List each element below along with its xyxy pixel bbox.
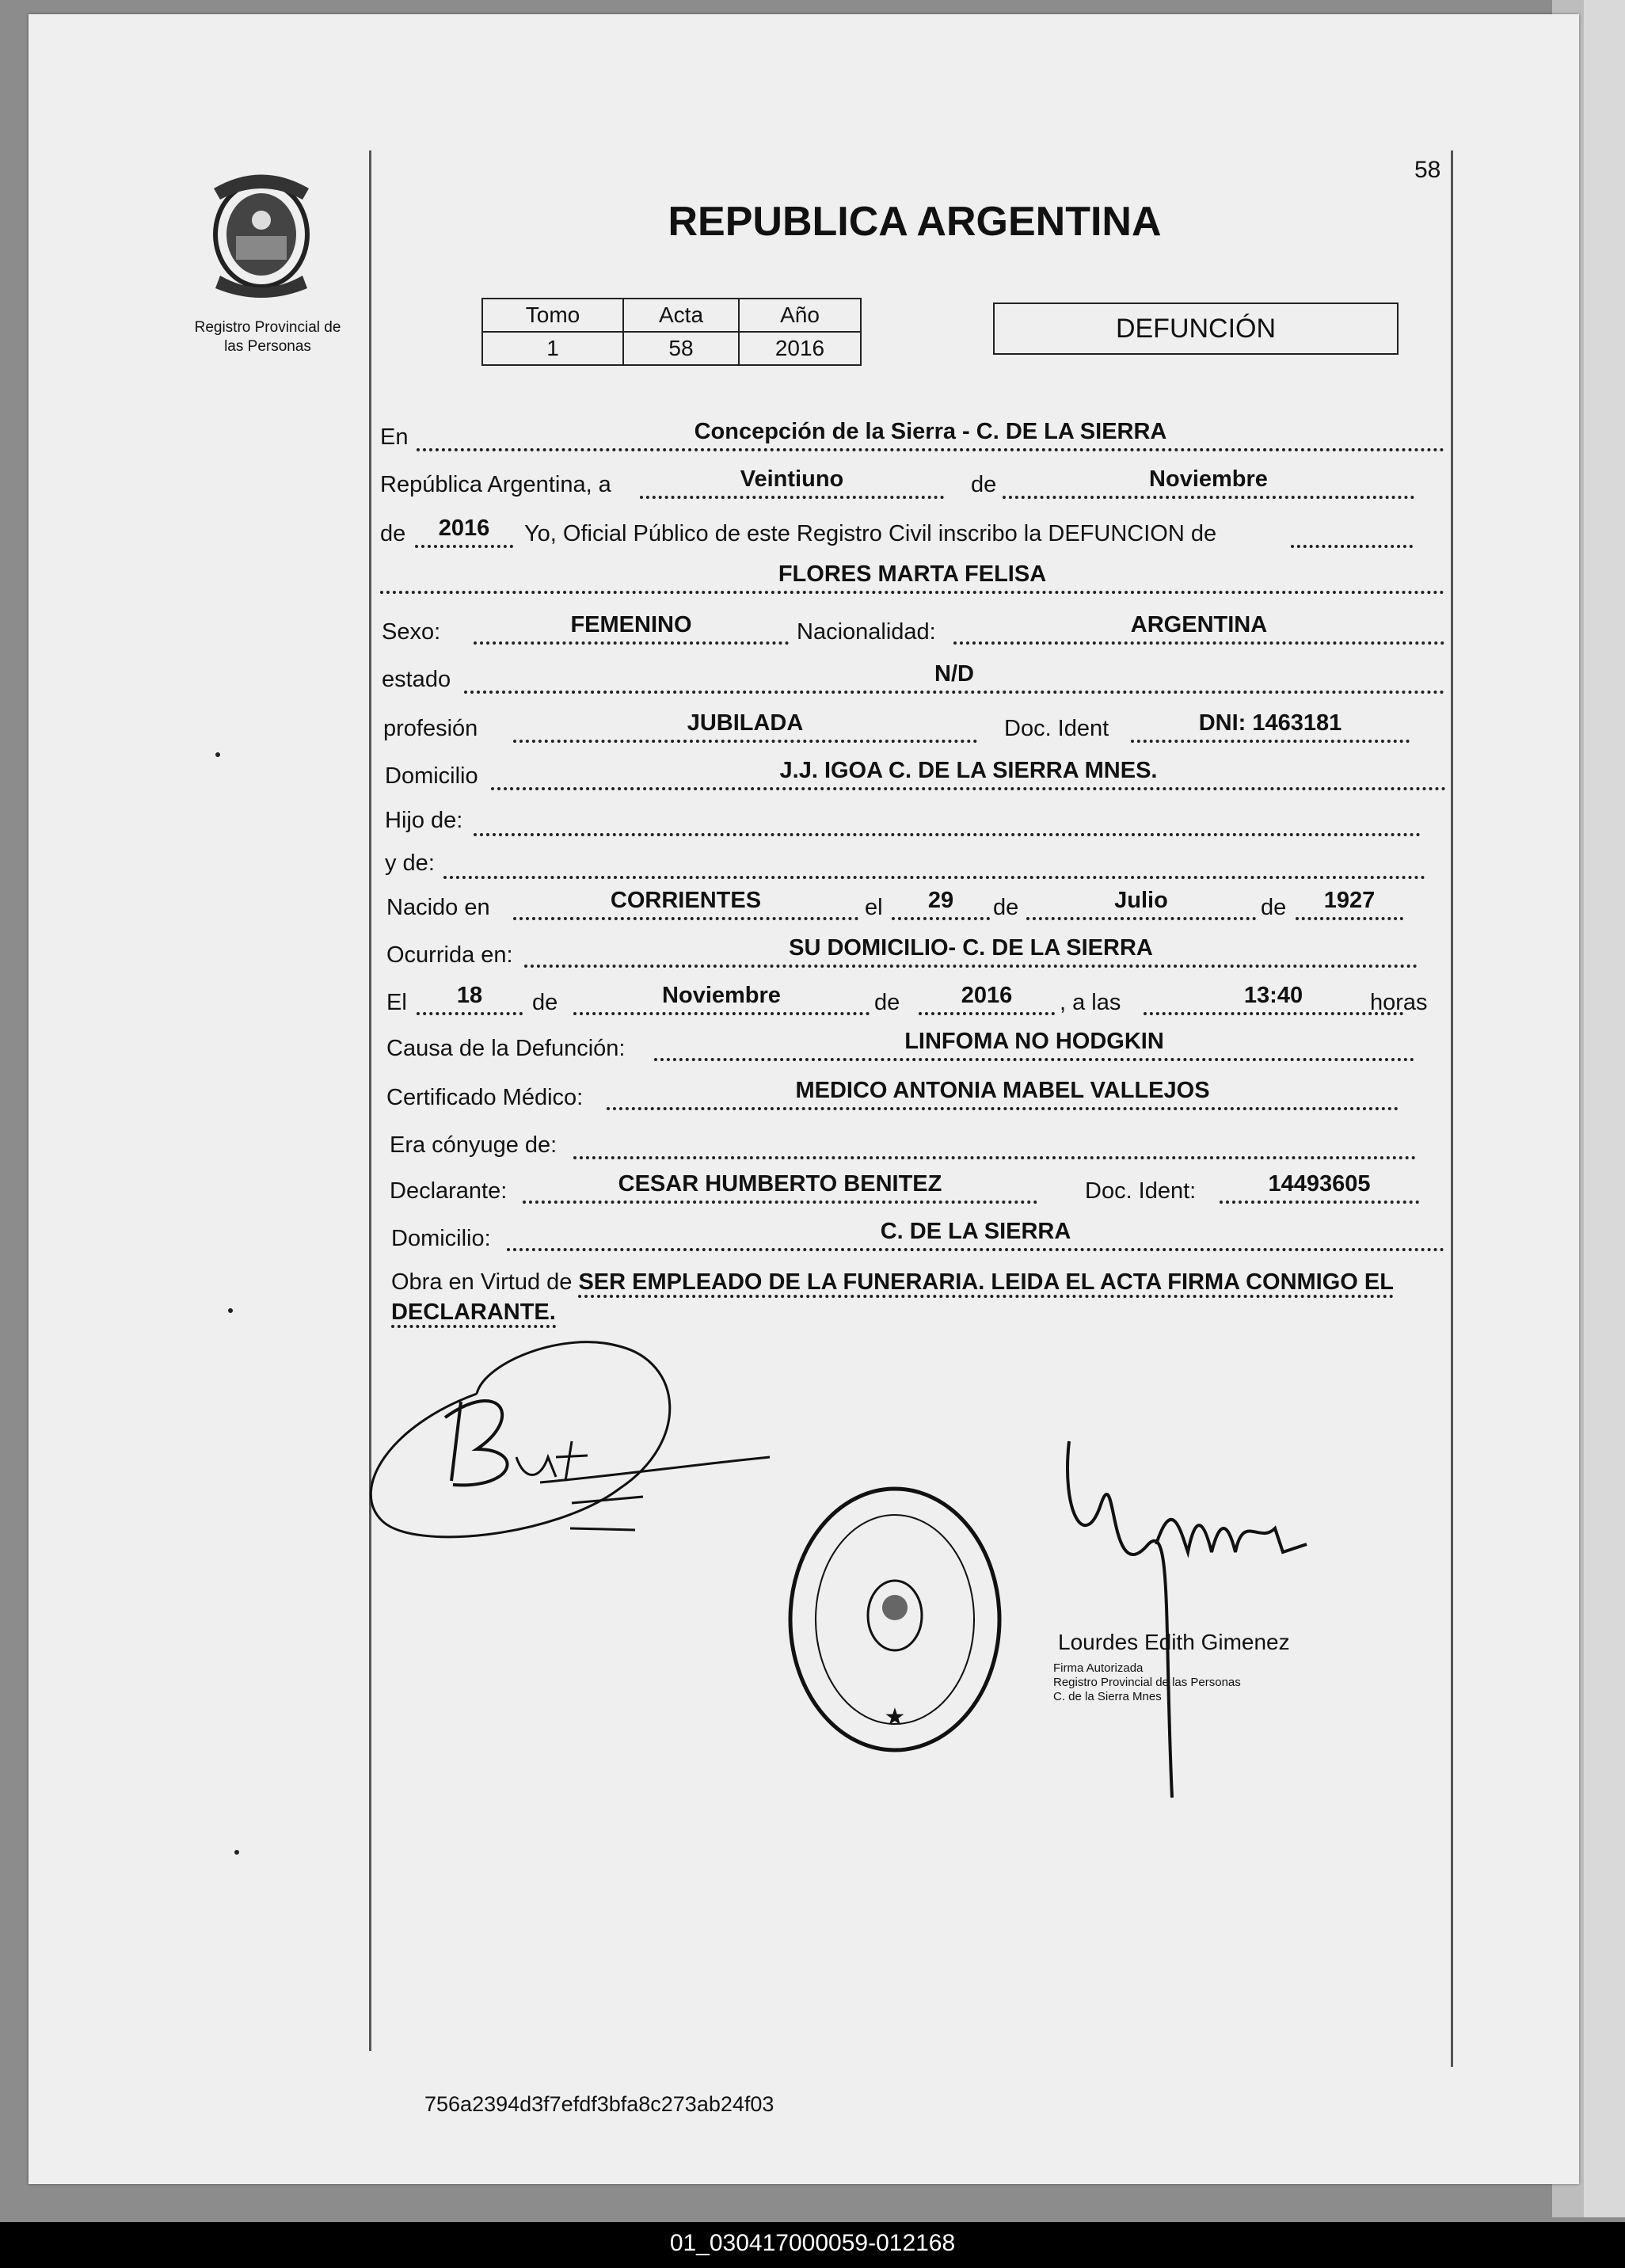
obra-field: SER EMPLEADO DE LA FUNERARIA. LEIDA EL ACTA FIRMA CONMIGO EL DECLARANTE.	[391, 1269, 1394, 1328]
domicilio-label: Domicilio	[385, 763, 478, 789]
el2-label: El	[386, 990, 407, 1015]
registry-label	[174, 318, 361, 356]
domicilio2-label: Domicilio:	[391, 1226, 491, 1251]
y-de-label: y de:	[385, 850, 435, 876]
document-type-box: DEFUNCIÓN	[993, 303, 1399, 355]
day-word-field: Veintiuno	[640, 467, 944, 499]
y-de-field	[443, 847, 1425, 879]
de-label-6: de	[874, 990, 900, 1015]
place-field: Concepción de la Sierra - C. DE LA SIERRA	[417, 420, 1444, 451]
official-title-line3: C. de la Sierra Mnes	[1053, 1690, 1162, 1703]
background-right-sheet-edge	[1584, 0, 1625, 2217]
a-las-label: , a las	[1060, 990, 1121, 1015]
scan-mark	[234, 1850, 239, 1855]
de-label-3: de	[993, 895, 1019, 920]
svg-text:★: ★	[884, 1703, 906, 1731]
file-id: 01_030417000059-012168	[669, 2230, 956, 2256]
en-label: En	[380, 424, 409, 450]
death-day-field: 18	[417, 984, 523, 1015]
sexo-field: FEMENINO	[474, 613, 789, 645]
birth-year-field: 1927	[1296, 889, 1403, 920]
obra-label: Obra en Virtud de	[391, 1269, 573, 1295]
hijo-label: Hijo de:	[385, 808, 463, 833]
provincial-seal-icon	[198, 165, 325, 299]
certificado-label: Certificado Médico:	[386, 1085, 584, 1110]
tomo-acta-table	[481, 298, 862, 366]
acta-header: Acta	[623, 299, 739, 332]
scan-mark	[215, 752, 220, 757]
registry-label-line1: Registro Provincial de	[194, 319, 341, 336]
nacionalidad-label: Nacionalidad:	[797, 619, 936, 645]
ocurrida-en-field: SU DOMICILIO- C. DE LA SIERRA	[524, 936, 1418, 968]
official-name: Lourdes Edith Gimenez	[1058, 1630, 1290, 1654]
birth-month-field: Julio	[1026, 889, 1256, 920]
causa-label: Causa de la Defunción:	[386, 1036, 626, 1061]
scan-mark	[228, 1308, 233, 1313]
de-label-5: de	[532, 990, 558, 1015]
registry-label-line2: las Personas	[224, 338, 311, 355]
doc-ident2-label: Doc. Ident:	[1085, 1178, 1197, 1204]
official-signature	[1037, 1433, 1354, 1813]
conyuge-label: Era cónyuge de:	[390, 1132, 558, 1158]
table-header-row	[482, 299, 861, 332]
doc-ident-field: DNI: 1463181	[1131, 711, 1410, 743]
right-margin-line	[1451, 150, 1453, 2067]
left-margin-line	[369, 150, 371, 2051]
year-field: 2016	[415, 516, 513, 548]
declarante-field: CESAR HUMBERTO BENITEZ	[523, 1172, 1037, 1204]
republica-label: República Argentina, a	[380, 472, 611, 497]
registry-stamp	[784, 1473, 1006, 1758]
obra-paragraph	[391, 1267, 1452, 1327]
estado-label: estado	[382, 667, 451, 692]
document-hash: 756a2394d3f7efdf3bfa8c273ab24f03	[424, 2092, 774, 2116]
domicilio2-field: C. DE LA SIERRA	[507, 1220, 1444, 1251]
sexo-label: Sexo:	[382, 619, 441, 645]
page-title: REPUBLICA ARGENTINA	[668, 199, 1162, 245]
nacionalidad-field: ARGENTINA	[953, 613, 1444, 645]
month-field: Noviembre	[1003, 467, 1414, 499]
de-label-2: de	[380, 521, 406, 546]
de-label-1: de	[971, 472, 997, 497]
profesion-field: JUBILADA	[513, 711, 977, 743]
acta-value: 58	[623, 332, 739, 365]
ano-header: Año	[739, 299, 861, 332]
table-row	[482, 332, 861, 365]
tomo-header: Tomo	[482, 299, 623, 332]
doc-ident2-field: 14493605	[1220, 1172, 1419, 1204]
nacido-label: Nacido en	[386, 895, 490, 920]
horas-label: horas	[1370, 990, 1428, 1015]
death-time-field: 13:40	[1144, 984, 1403, 1015]
birth-day-field: 29	[892, 889, 990, 920]
domicilio-field: J.J. IGOA C. DE LA SIERRA MNES.	[491, 759, 1446, 790]
de-label-4: de	[1261, 895, 1287, 920]
certificado-field: MEDICO ANTONIA MABEL VALLEJOS	[607, 1079, 1399, 1110]
declarant-signature	[358, 1330, 778, 1560]
ano-value: 2016	[739, 332, 861, 365]
death-year-field: 2016	[919, 984, 1055, 1015]
official-title-line2: Registro Provincial de las Personas	[1053, 1676, 1241, 1689]
deceased-name-field: FLORES MARTA FELISA	[380, 562, 1444, 594]
death-month-field: Noviembre	[573, 984, 870, 1015]
official-title-line1: Firma Autorizada	[1053, 1661, 1144, 1675]
profesion-label: profesión	[383, 716, 478, 741]
conyuge-field	[573, 1128, 1416, 1159]
doc-ident-label: Doc. Ident	[1004, 716, 1109, 741]
official-title-block	[1053, 1661, 1241, 1704]
causa-field: LINFOMA NO HODGKIN	[654, 1029, 1414, 1061]
file-id-bar	[0, 2222, 1625, 2268]
el-label: el	[865, 895, 883, 920]
hijo-field	[474, 805, 1421, 836]
estado-field: N/D	[464, 662, 1444, 694]
ocurrida-label: Ocurrida en:	[386, 942, 513, 968]
tomo-value: 1	[482, 332, 623, 365]
declarante-label: Declarante:	[390, 1178, 508, 1204]
nacido-en-field: CORRIENTES	[513, 889, 858, 920]
page-number: 58	[1414, 157, 1441, 183]
inscribo-blank	[1291, 516, 1413, 548]
inscribo-text: Yo, Oficial Público de este Registro Civil inscribo la DEFUNCION de	[524, 521, 1217, 546]
